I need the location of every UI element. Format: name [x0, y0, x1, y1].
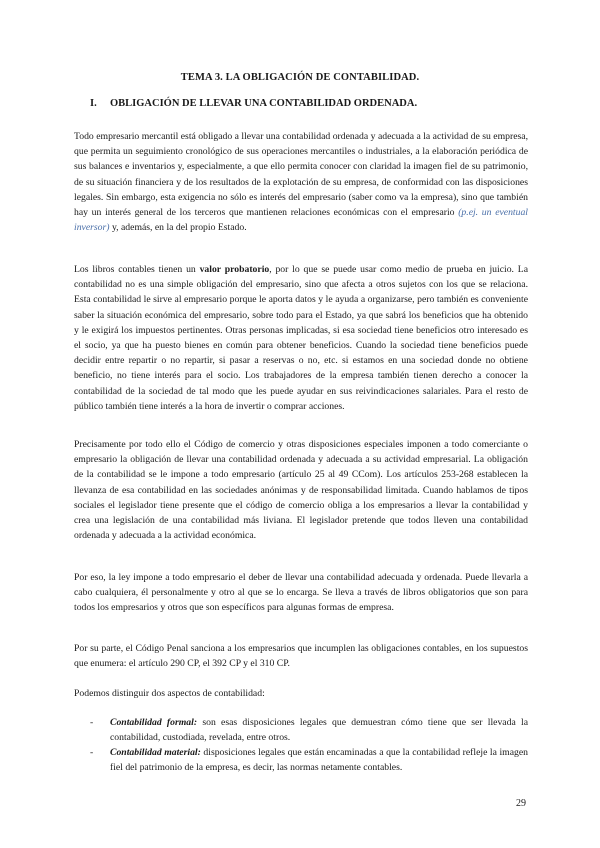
list-item: [90, 745, 528, 775]
paragraph-2-text: , por lo que se puede usar como medio de prueba en juicio. La contabilidad no es una simple obligación del empresario, sino que afecta a otros sujetos con los que se relaciona. Esta contabilidad le sirve al empresario porque le aporta datos y le ayuda a organizarse, pero también es conveniente saber la situación económica del empresario, sobre todo para el Estado, ya que sabrá los beneficios que ha obtenido y le exigirá los impuestos pertinentes. Otras personas implicadas, si esa sociedad tiene beneficios otro interesado es el socio, ya que ha puesto bienes en común para obtener beneficios. Cuando la sociedad tiene beneficios puede decidir entre repartir o no repartir, si pasar a reservas o no, etc. si estamos en una sociedad donde no obtiene beneficio, no tiene interés para el socio. Los trabajadores de la empresa también tienen derecho a conocer la contabilidad de la sociedad de tal modo que les puede ayudar en sus reivindicaciones salariales. Para el resto de público también tiene interés a la hora de invertir o comprar acciones.: [74, 264, 529, 412]
paragraph-3: Precisamente por todo ello el Código de comercio y otras disposiciones especiales imponen a todo comerciante o empresario la obligación de llevar una contabilidad ordenada y adecuada a su actividad empresarial. La obligación de la contabilidad se le impone a todo empresario (artículo 25 al 49 CCom). Los artículos 253-268 establecen la llevanza de esa contabilidad en las sociedades anónimas y de responsabilidad limitada. Cuando hablamos de tipos sociales el legislador tiene presente que el código de comercio obliga a los empresarios a llevar la contabilidad y crea una legislación de una contabilidad más liviana. El legislador pretende que todos lleven una contabilidad ordenada y adecuada a la actividad económica.: [74, 439, 528, 542]
list-term: Contabilidad material:: [110, 747, 201, 758]
section-heading: [90, 98, 417, 109]
paragraph-1-tail: y, además, en la del propio Estado.: [109, 222, 247, 234]
page-number: 29: [516, 798, 526, 809]
paragraph-1-note: (p.ej. un eventual inversor): [74, 207, 529, 234]
list-term: Contabilidad formal:: [110, 717, 198, 728]
list-dash: -: [90, 747, 94, 758]
paragraph-2: [74, 262, 528, 414]
paragraph-6: Podemos distinguir dos aspectos de contabilidad:: [74, 688, 265, 699]
list-text: disposiciones legales que están encaminadas a que la contabilidad refleje la imagen fiel del patrimonio de la empresa, es decir, las normas netamente contables.: [110, 747, 528, 774]
paragraph-2-lead: Los libros contables tienen un: [74, 264, 200, 275]
paragraph-2-bold: valor probatorio: [199, 264, 270, 275]
list-item: [90, 715, 528, 745]
list-dash: -: [90, 717, 94, 728]
chapter-title: TEMA 3. LA OBLIGACIÓN DE CONTABILIDAD.: [180, 72, 420, 83]
list-text: son esas disposiciones legales que demuestran cómo tiene que ser llevada la contabilidad, custodiada, revelada, entre otros.: [110, 717, 528, 744]
paragraph-4: Por eso, la ley impone a todo empresario el deber de llevar una contabilidad adecuada y ordenada. Puede llevarla a cabo cualquiera, él personalmente y otro al que se lo encarga. Se lleva a través de libros obligatorios que son para todos los empresarios y otros que son específicos para algunas formas de empresa.: [74, 572, 528, 614]
section-number: I.: [90, 98, 97, 109]
paragraph-1: [74, 129, 528, 235]
paragraph-1-text: Todo empresario mercantil está obligado a llevar una contabilidad ordenada y adecuada a la actividad de su empresa, que permita un seguimiento cronológico de sus operaciones mercantiles o industriales, a la elaboración periódica de sus balances e inventarios y, especialmente, a que ello permita conocer con claridad la imagen fiel de su patrimonio, de su situación financiera y de los resultados de la explotación de su empresa, de conformidad con las disposiciones legales. Sin embargo, esta exigencia no sólo es interés del empresario (saber como va la empresa), sino que también hay un interés general de los terceros que mantienen relaciones económicas con el empresario: [74, 131, 528, 219]
paragraph-5: Por su parte, el Código Penal sanciona a los empresarios que incumplen las obligaciones contables, en los supuestos que enumera: el artículo 290 CP, el 392 CP y el 310 CP.: [74, 643, 528, 670]
section-title: OBLIGACIÓN DE LLEVAR UNA CONTABILIDAD ORDENADA.: [110, 98, 418, 109]
